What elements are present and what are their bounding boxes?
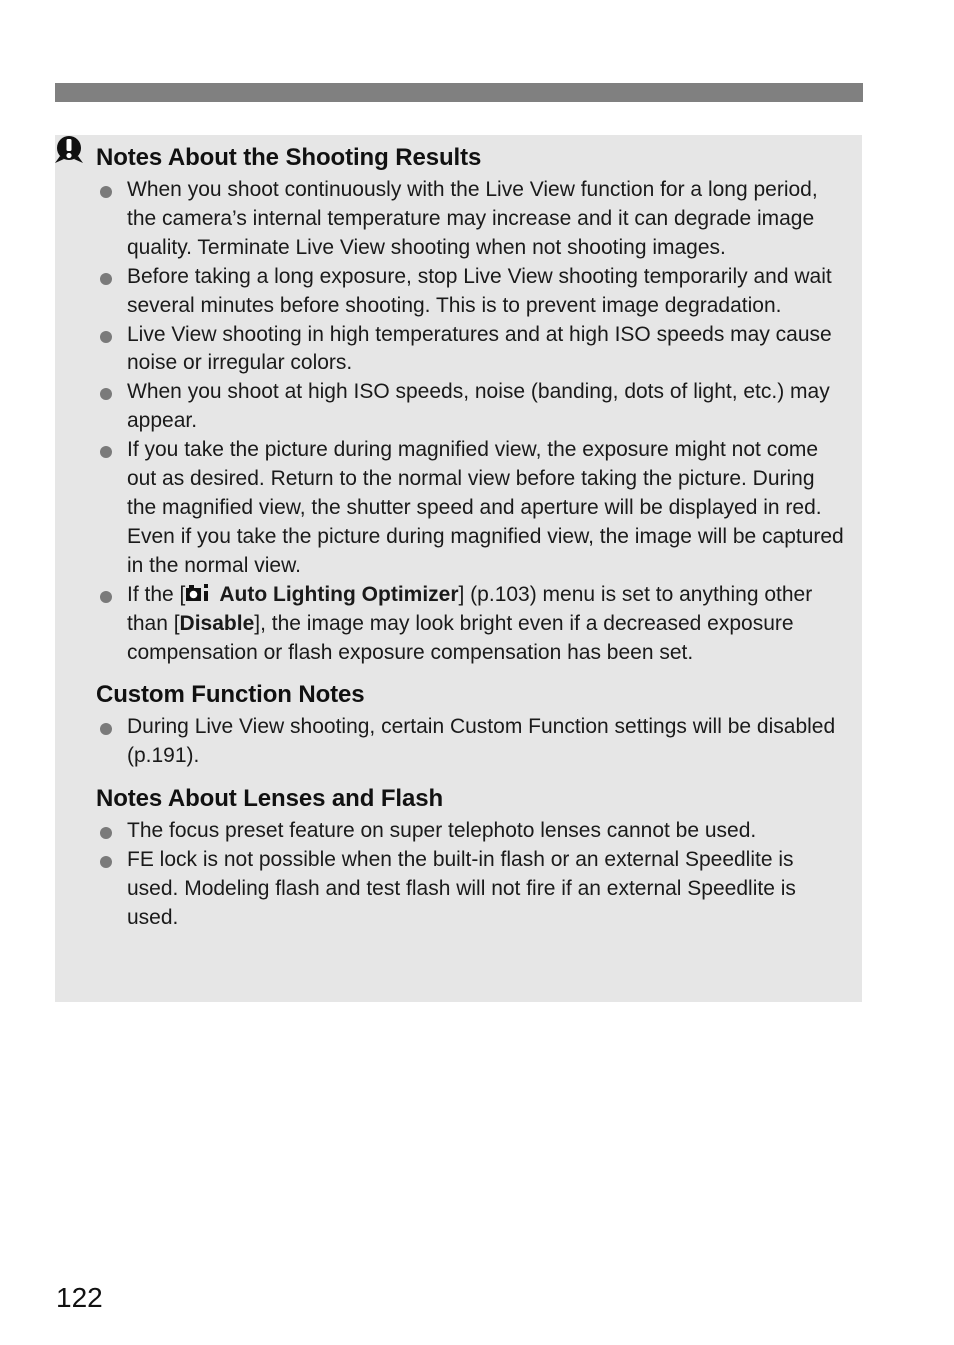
bullet-icon (100, 331, 112, 343)
list-item (96, 713, 846, 771)
list-item-text: Live View shooting in high temperatures and at high ISO speeds may cause noise or irregular colors. (127, 322, 832, 375)
list-item (96, 436, 846, 581)
bullet-icon (100, 856, 112, 868)
bullet-icon (100, 446, 112, 458)
section-lenses-flash (96, 784, 846, 933)
list-item (96, 817, 846, 846)
list-item (96, 176, 846, 263)
caution-icon (54, 136, 84, 164)
list-item (96, 263, 846, 321)
list-item-text: When you shoot continuously with the Live View function for a long period, the camera’s internal temperature may increase and it can degrade image quality. Terminate Live View shooting when not shooting images. (127, 178, 818, 259)
auto-lighting-optimizer-icon (185, 583, 211, 603)
list-item (96, 378, 846, 436)
bullet-icon (100, 723, 112, 735)
list-item-text: During Live View shooting, certain Custom Function settings will be disabled (p.191). (127, 715, 836, 768)
bullet-icon (100, 388, 112, 400)
menu-name: Auto Lighting Optimizer (219, 582, 459, 606)
list-item-text: ] (p.103) menu is set to anything other than [ (127, 582, 813, 635)
bullet-icon (100, 827, 112, 839)
setting-name: Disable (179, 611, 255, 635)
list-item (96, 321, 846, 379)
list-item-text: If the [ (127, 582, 186, 606)
bullet-icon (100, 186, 112, 198)
page-number: 122 (56, 1282, 103, 1313)
bullet-list (96, 176, 846, 667)
notes-content (96, 143, 846, 946)
list-item-text: ], the image may look bright even if a decreased exposure compensation or flash exposure compensation has been set. (127, 611, 794, 664)
list-item (96, 846, 846, 933)
section-shooting-results (96, 143, 846, 667)
bullet-list (96, 713, 846, 771)
list-item-text: If you take the picture during magnified view, the exposure might not come out as desired. Return to the normal view before taking the picture. During the magnified view, the shutter speed and aperture will be displayed in red. Even if you take the picture during magnified view, the image will be captured in the normal view. (127, 438, 844, 577)
header-bar (55, 83, 863, 102)
section-heading: Notes About the Shooting Results (96, 144, 482, 171)
list-item-text: FE lock is not possible when the built-in flash or an external Speedlite is used. Modeling flash and test flash will not fire if an external Speedlite is used. (127, 848, 796, 929)
section-custom-function (96, 680, 846, 771)
list-item-text: When you shoot at high ISO speeds, noise (banding, dots of light, etc.) may appear. (127, 380, 830, 433)
bullet-icon (100, 591, 112, 603)
section-heading: Custom Function Notes (96, 681, 365, 709)
bullet-icon (100, 273, 112, 285)
bullet-list (96, 817, 846, 933)
section-heading: Notes About Lenses and Flash (96, 785, 444, 813)
list-item-text: The focus preset feature on super telephoto lenses cannot be used. (127, 819, 757, 843)
list-item-text: Before taking a long exposure, stop Live View shooting temporarily and wait several minutes before shooting. This is to prevent image degradation. (127, 264, 832, 317)
list-item (96, 581, 846, 668)
